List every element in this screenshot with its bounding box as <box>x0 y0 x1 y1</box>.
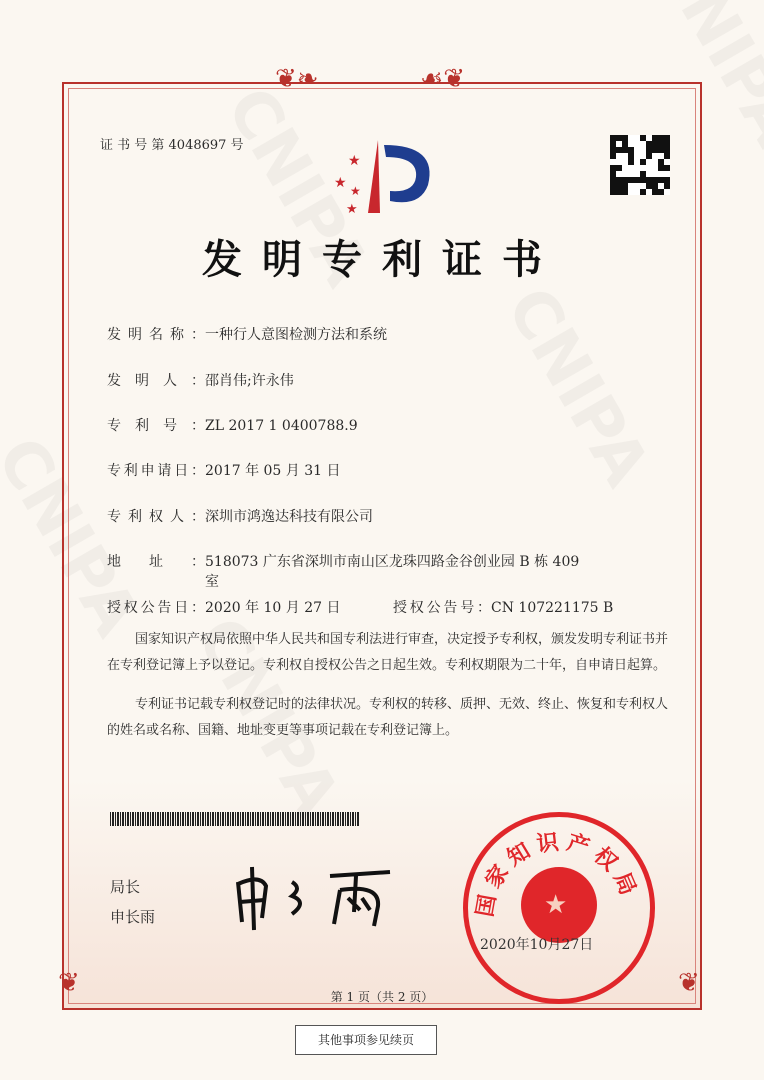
field-invention-name: 发明名称：一种行人意图检测方法和系统 <box>107 327 387 343</box>
field-patentee: 专利权人：深圳市鸿逸达科技有限公司 <box>107 509 373 525</box>
seal-date: 2020年10月27日 <box>480 937 594 953</box>
top-ornament-right: ☙❦ <box>420 64 466 94</box>
cnipa-logo <box>328 135 440 217</box>
certificate-number: 证 书 号 第 4048697 号 <box>100 138 244 153</box>
page-title: 发明专利证书 <box>202 236 562 283</box>
svg-text:★: ★ <box>346 202 358 217</box>
continued-note: 其他事项参见续页 <box>295 1025 437 1055</box>
svg-text:★: ★ <box>544 890 568 920</box>
director-title: 局长 <box>110 878 141 896</box>
page-indicator: 第 1 页（共 2 页） <box>330 990 434 1004</box>
field-inventors: 发明人：邵肖伟;许永伟 <box>107 373 294 389</box>
svg-text:★: ★ <box>350 184 361 198</box>
paragraph-legal-status: 专利证书记载专利权登记时的法律状况。专利权的转移、质押、无效、终止、恢复和专利权人的姓名或名称、国籍、地址变更等事项记载在专利登记簿上。 <box>107 697 669 738</box>
paragraph-grant: 国家知识产权局依照中华人民共和国专利法进行审查，决定授予专利权，颁发发明专利证书并在专利登记簿上予以登记。专利权自授权公告之日起生效。专利权期限为二十年，自申请日起算。 <box>107 632 669 673</box>
director-name: 申长雨 <box>110 908 156 926</box>
director-signature <box>230 862 400 932</box>
top-ornament-left: ❦❧ <box>275 64 319 94</box>
field-address: 地址：518073 广东省深圳市南山区龙珠四路金谷创业园 B 栋 409 <box>107 554 580 570</box>
field-grant-number: 授权公告号：CN 107221175 B <box>393 600 614 616</box>
qr-code <box>610 135 670 195</box>
barcode <box>110 812 360 826</box>
official-seal <box>463 812 655 1004</box>
field-address-line2: 室 <box>205 574 219 590</box>
svg-text:★: ★ <box>348 153 361 169</box>
bottom-left-ornament: ❦ <box>58 968 80 998</box>
qr-module <box>664 189 670 195</box>
field-filing-date: 专利申请日：2017 年 05 月 31 日 <box>107 463 341 479</box>
field-patent-number: 专利号：ZL 2017 1 0400788.9 <box>107 418 358 434</box>
seal-text: 国家知识产权局 <box>471 828 644 919</box>
bottom-right-ornament: ❦ <box>678 968 700 998</box>
svg-text:★: ★ <box>334 175 347 191</box>
field-grant-date: 授权公告日：2020 年 10 月 27 日 <box>107 600 341 616</box>
